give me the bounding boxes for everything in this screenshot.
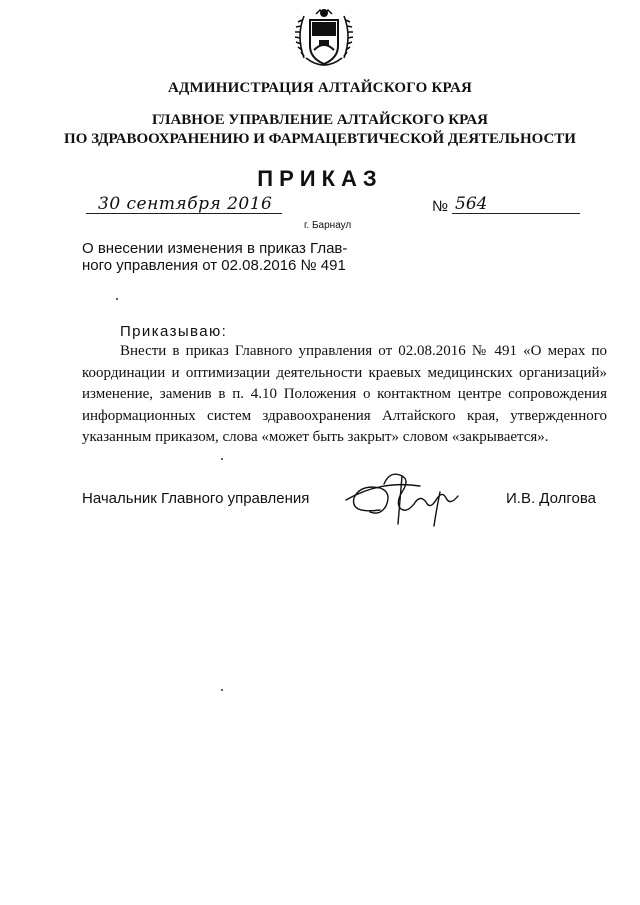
order-number: 564 (455, 194, 488, 214)
subject-line1: О внесении изменения в приказ Глав- (82, 240, 348, 257)
coat-of-arms-icon (292, 6, 356, 74)
order-number-label: № (432, 198, 449, 215)
scan-dot (116, 298, 118, 300)
department-title (0, 111, 640, 149)
scan-dot (221, 689, 223, 691)
order-body: Внести в приказ Главного управления от 02.08.2016 № 491 «О мерах по координации и оптимизации деятельности краевых медицинских организаций» изменение, заменив в п. 4.10 Положения о контактном центре сопровождения информационных систем здравоохранения Алтайского края, утвержденного указанным приказом, слова «может быть закрыт» словом «закрывается». (82, 343, 607, 445)
order-subject (82, 240, 372, 274)
scan-dot (221, 458, 223, 460)
administration-title: АДМИНИСТРАЦИЯ АЛТАЙСКОГО КРАЯ (167, 80, 473, 96)
order-date: 30 сентября 2016 (98, 194, 273, 214)
ordering-word: Приказываю: (120, 323, 228, 340)
signature-icon (340, 462, 480, 534)
city: г. Барнаул (304, 220, 352, 231)
department-title-line1: ГЛАВНОЕ УПРАВЛЕНИЕ АЛТАЙСКОГО КРАЯ (152, 112, 488, 128)
signer-title: Начальник Главного управления (82, 490, 310, 507)
department-title-line2: ПО ЗДРАВООХРАНЕНИЮ И ФАРМАЦЕВТИЧЕСКОЙ ДЕЯТЕЛЬНОСТИ (64, 131, 576, 147)
number-underline (452, 213, 580, 214)
document-type: ПРИКАЗ (257, 166, 383, 191)
date-underline (86, 213, 282, 214)
signer-name: И.В. Долгова (506, 490, 597, 507)
subject-line2: ного управления от 02.08.2016 № 491 (82, 257, 346, 274)
